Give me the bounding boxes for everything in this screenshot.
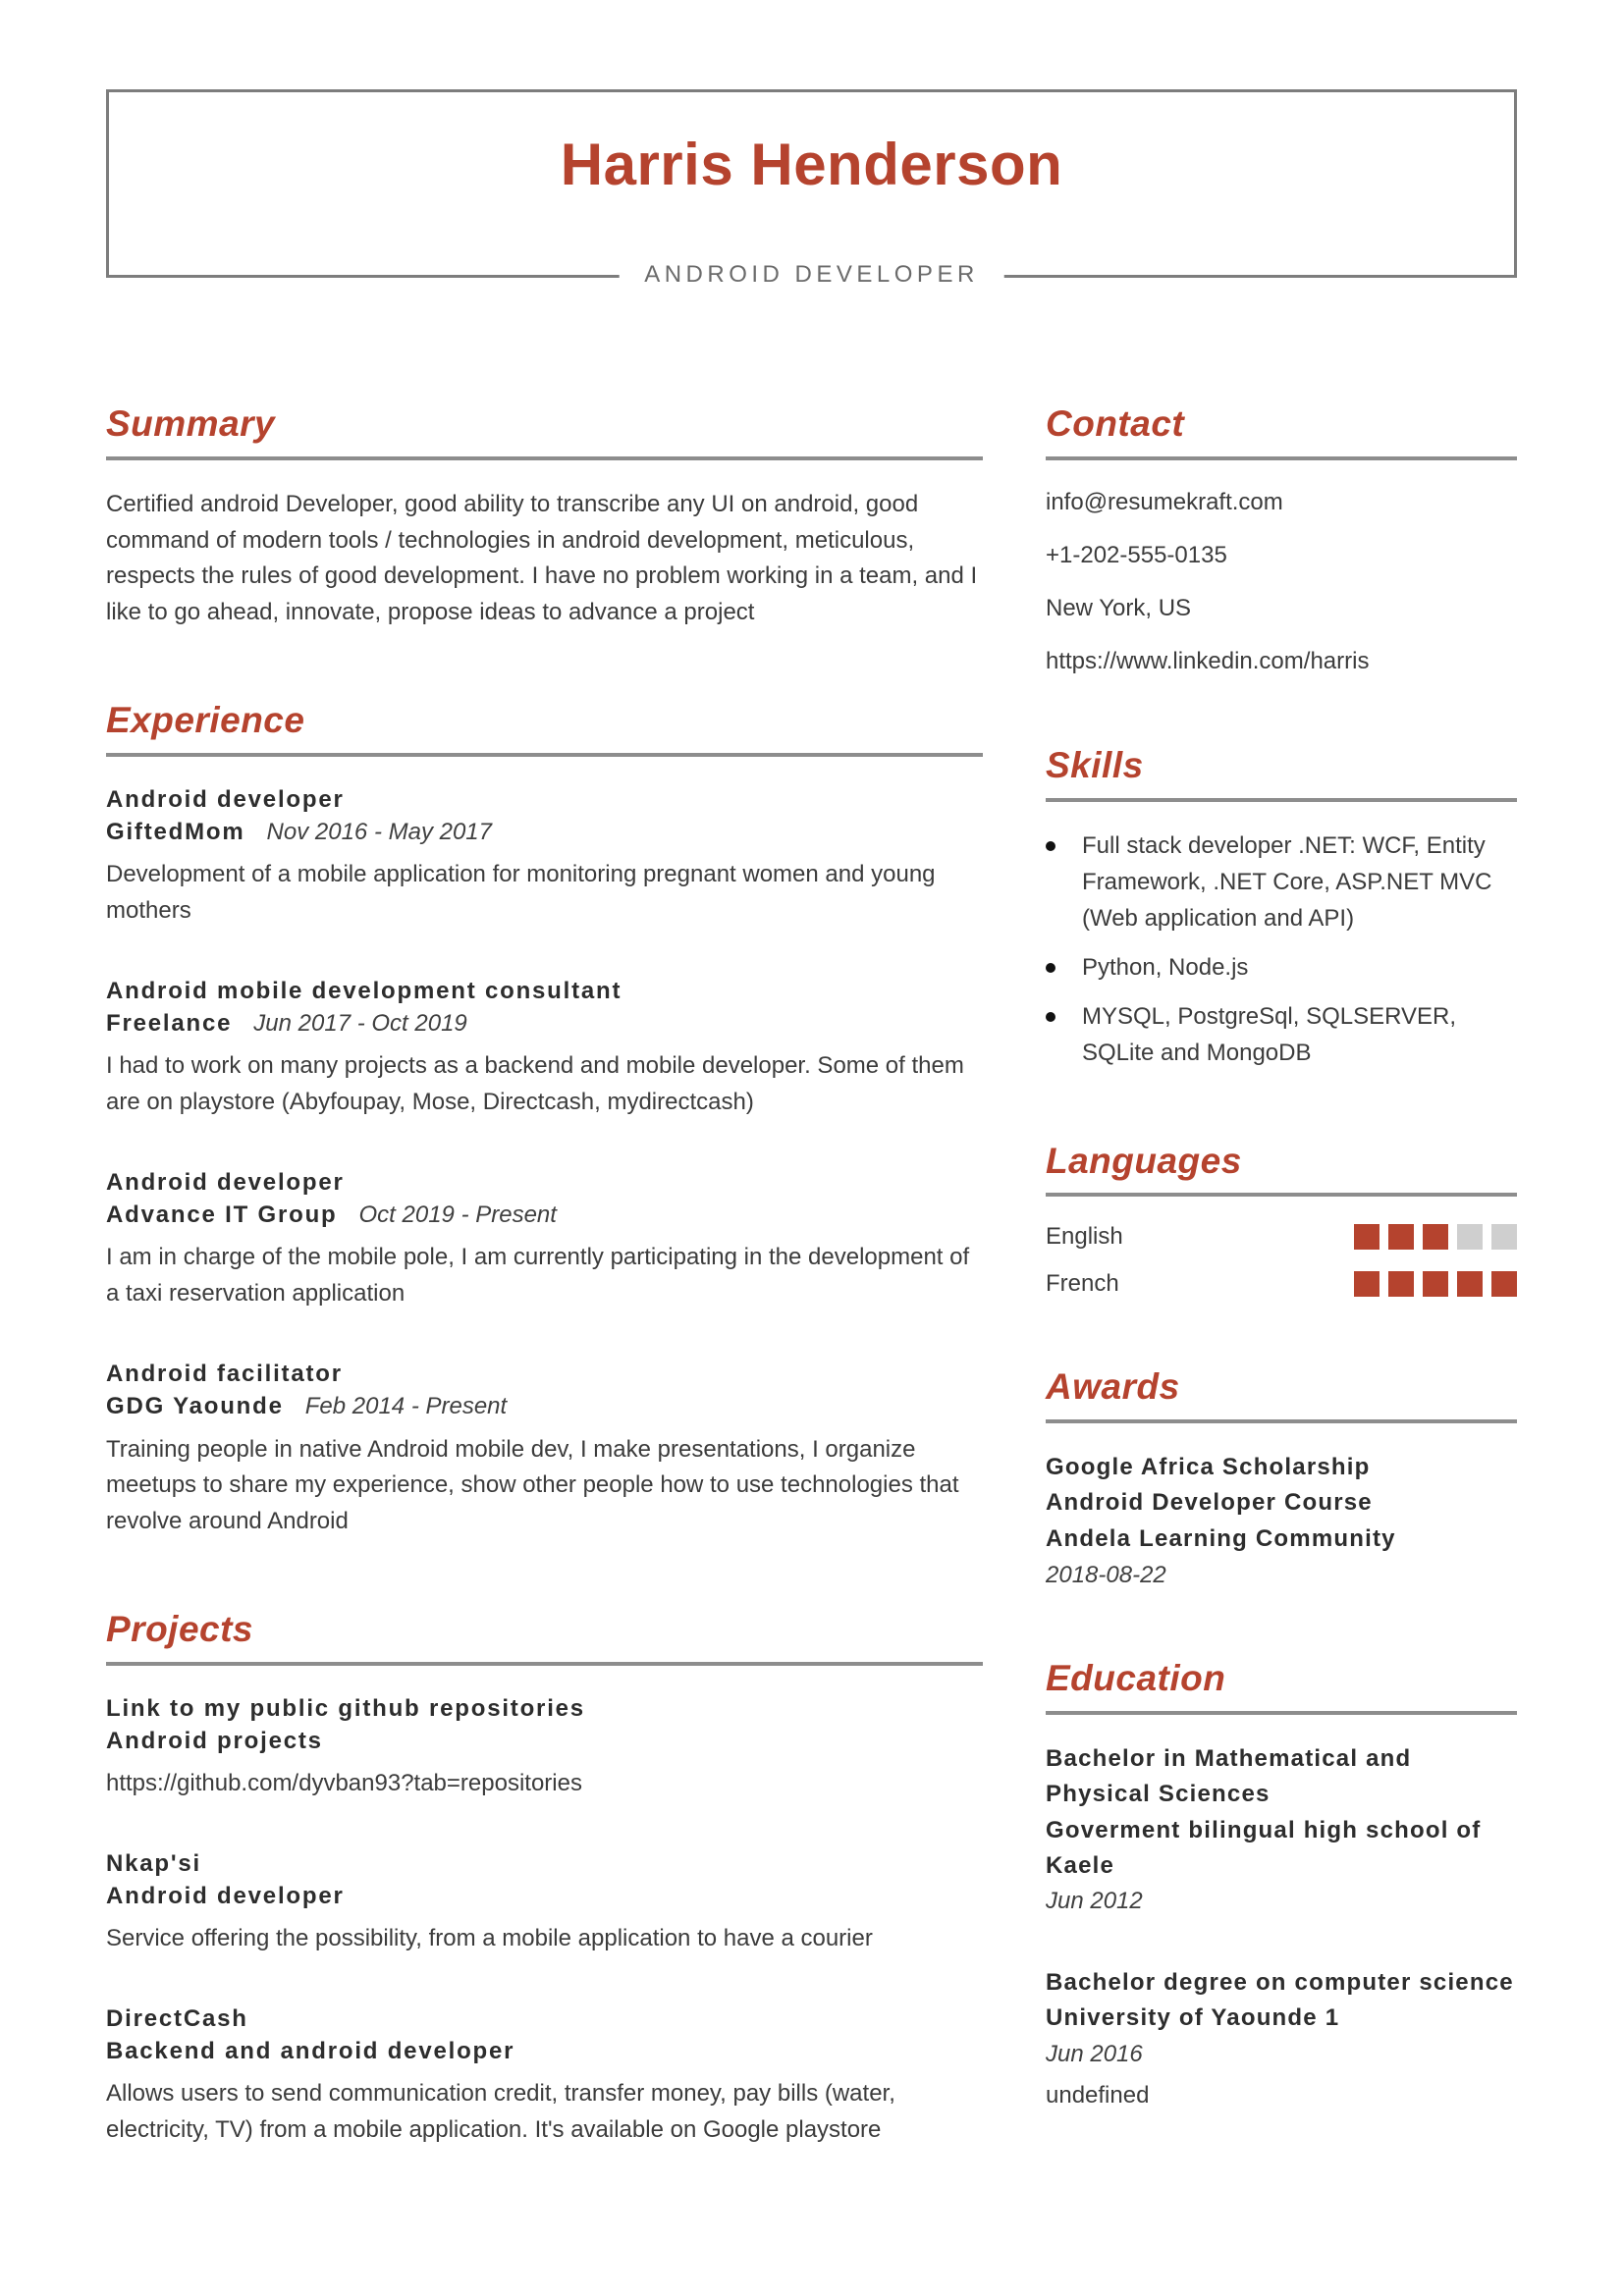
section-rule xyxy=(1046,1193,1517,1197)
level-square-filled xyxy=(1354,1224,1380,1250)
award-line: Andela Learning Community xyxy=(1046,1524,1396,1552)
education-school: Goverment bilingual high school of Kaele xyxy=(1046,1816,1482,1880)
section-rule xyxy=(1046,798,1517,802)
education-note: undefined xyxy=(1046,2082,1150,2109)
bullet-icon xyxy=(1046,1012,1055,1022)
right-column xyxy=(1046,403,1517,2183)
project-role: Android projects xyxy=(106,1728,323,1755)
education-school: University of Yaounde 1 xyxy=(1046,2004,1340,2032)
education-date: Jun 2016 xyxy=(1046,2040,1143,2067)
job-company: Advance IT Group xyxy=(106,1201,338,1229)
job-description: I had to work on many projects as a backend and mobile developer. Some of them are on playstore (Abyfoupay, Mose, Directcash, mydirectcash) xyxy=(106,1052,964,1116)
summary-heading: Summary xyxy=(106,403,276,444)
project-description: https://github.com/dyvban93?tab=repositories xyxy=(106,1770,582,1797)
level-square-empty xyxy=(1457,1224,1483,1250)
job-description: Development of a mobile application for monitoring pregnant women and young mothers xyxy=(106,861,936,925)
award-line: Android Developer Course xyxy=(1046,1489,1373,1517)
job-description: Training people in native Android mobile dev, I make presentations, I organize meetups to share my experience, show other people how to use technologies that revolve around Android xyxy=(106,1435,959,1535)
job-title-text: Android developer xyxy=(106,785,345,813)
section-rule xyxy=(1046,456,1517,460)
person-name: Harris Henderson xyxy=(560,132,1063,197)
level-square-filled xyxy=(1457,1271,1483,1297)
job-dates: Feb 2014 - Present xyxy=(304,1393,508,1420)
contact-item: +1-202-555-0135 xyxy=(1046,541,1227,568)
education-entry xyxy=(1046,1965,1517,2114)
job-title: ANDROID DEVELOPER xyxy=(619,261,1004,289)
contact-heading: Contact xyxy=(1046,403,1185,444)
header-box xyxy=(106,89,1517,288)
projects-heading: Projects xyxy=(106,1609,254,1650)
awards-heading: Awards xyxy=(1046,1366,1180,1408)
skill-item xyxy=(1046,999,1517,1072)
job-company: GDG Yaounde xyxy=(106,1393,284,1420)
skill-text: Full stack developer .NET: WCF, Entity Framework, .NET Core, ASP.NET MVC (Web application and API) xyxy=(1082,831,1492,932)
project-name: DirectCash xyxy=(106,2005,248,2033)
section-rule xyxy=(106,456,983,460)
experience-entry xyxy=(106,1166,983,1312)
skills-section xyxy=(1046,745,1517,1071)
project-entry xyxy=(106,1692,983,1802)
projects-list xyxy=(106,1692,983,2149)
education-heading: Education xyxy=(1046,1658,1226,1699)
experience-heading: Experience xyxy=(106,700,305,741)
project-role: Backend and android developer xyxy=(106,2038,515,2065)
job-company: Freelance xyxy=(106,1010,233,1038)
experience-entry xyxy=(106,783,983,930)
languages-list xyxy=(1046,1223,1517,1298)
level-square-filled xyxy=(1388,1271,1414,1297)
language-name: English xyxy=(1046,1223,1123,1251)
section-rule xyxy=(106,1662,983,1666)
experience-list xyxy=(106,783,983,1540)
job-description: I am in charge of the mobile pole, I am currently participating in the development of a taxi reservation application xyxy=(106,1244,970,1308)
language-level-meter xyxy=(1354,1271,1517,1297)
project-entry xyxy=(106,2002,983,2149)
level-square-filled xyxy=(1388,1224,1414,1250)
contact-item: New York, US xyxy=(1046,594,1192,621)
summary-section xyxy=(106,403,983,631)
section-rule xyxy=(106,753,983,757)
job-title-text: Android facilitator xyxy=(106,1361,343,1388)
level-square-filled xyxy=(1423,1224,1448,1250)
skill-item xyxy=(1046,950,1517,987)
content-columns xyxy=(106,403,1517,2217)
language-row xyxy=(1046,1223,1517,1251)
experience-entry xyxy=(106,975,983,1121)
summary-text: Certified android Developer, good ability to transcribe any UI on android, good command of modern tools / technologies in android development, meticulous, respects the rules of good development. I have no problem working in a team, and I like to go ahead, innovate, propose ideas to advance a project xyxy=(106,490,978,626)
contact-item: https://www.linkedin.com/harris xyxy=(1046,648,1370,675)
skills-list xyxy=(1046,828,1517,1072)
awards-section xyxy=(1046,1366,1517,1589)
job-dates: Jun 2017 - Oct 2019 xyxy=(253,1010,467,1038)
project-name: Link to my public github repositories xyxy=(106,1694,585,1722)
skill-text: MYSQL, PostgreSql, SQLSERVER, SQLite and MongoDB xyxy=(1082,1002,1457,1066)
education-section xyxy=(1046,1658,1517,2114)
education-degree: Bachelor in Mathematical and Physical Sciences xyxy=(1046,1744,1412,1808)
job-title-text: Android mobile development consultant xyxy=(106,978,622,1005)
level-square-filled xyxy=(1354,1271,1380,1297)
award-line: Google Africa Scholarship xyxy=(1046,1453,1371,1480)
bullet-icon xyxy=(1046,841,1055,851)
education-entry xyxy=(1046,1741,1517,1920)
language-level-meter xyxy=(1354,1224,1517,1250)
award-date: 2018-08-22 xyxy=(1046,1562,1166,1589)
experience-section xyxy=(106,700,983,1540)
education-date: Jun 2012 xyxy=(1046,1888,1143,1915)
level-square-filled xyxy=(1423,1271,1448,1297)
section-rule xyxy=(1046,1711,1517,1715)
project-description: Service offering the possibility, from a mobile application to have a courier xyxy=(106,1925,873,1952)
contact-item: info@resumekraft.com xyxy=(1046,488,1283,515)
language-name: French xyxy=(1046,1270,1119,1298)
projects-section xyxy=(106,1609,983,2149)
job-company: GiftedMom xyxy=(106,819,245,846)
skills-heading: Skills xyxy=(1046,745,1144,786)
skill-item xyxy=(1046,828,1517,937)
job-title-text: Android developer xyxy=(106,1169,345,1197)
education-degree: Bachelor degree on computer science xyxy=(1046,1968,1514,1996)
education-list xyxy=(1046,1741,1517,2114)
level-square-empty xyxy=(1491,1224,1517,1250)
bullet-icon xyxy=(1046,963,1055,973)
contact-list xyxy=(1046,487,1517,677)
languages-section xyxy=(1046,1141,1517,1299)
language-row xyxy=(1046,1270,1517,1298)
languages-heading: Languages xyxy=(1046,1140,1242,1181)
project-entry xyxy=(106,1847,983,1957)
job-dates: Nov 2016 - May 2017 xyxy=(266,819,492,846)
job-dates: Oct 2019 - Present xyxy=(358,1201,557,1229)
contact-section xyxy=(1046,403,1517,676)
project-role: Android developer xyxy=(106,1883,345,1910)
award-lines xyxy=(1046,1450,1517,1557)
project-name: Nkap'si xyxy=(106,1850,202,1878)
level-square-filled xyxy=(1491,1271,1517,1297)
project-description: Allows users to send communication credit, transfer money, pay bills (water, electricity, TV) from a mobile application. It's available on Google playstore xyxy=(106,2080,895,2144)
skill-text: Python, Node.js xyxy=(1082,953,1249,981)
left-column xyxy=(106,403,983,2217)
experience-entry xyxy=(106,1358,983,1540)
section-rule xyxy=(1046,1419,1517,1423)
